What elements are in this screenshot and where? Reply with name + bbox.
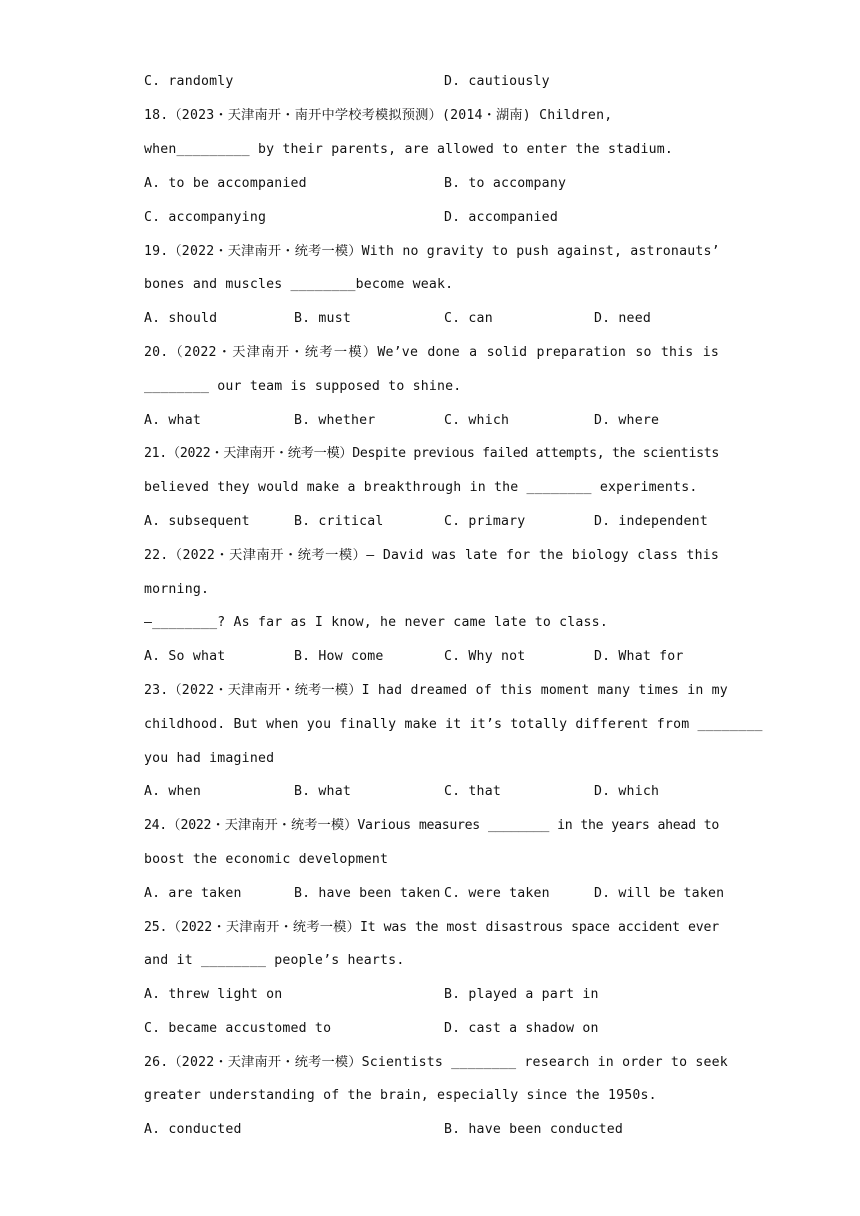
option-b: B. critical <box>294 514 384 529</box>
question-20-stem-line-1: 20.（2022・天津南开・统考一模）We’ve done a solid preparation so this is <box>144 345 719 360</box>
question-18-stem-line-2: when_________ by their parents, are allowed to enter the stadium. <box>144 142 674 157</box>
option-a: A. to be accompanied <box>144 176 307 191</box>
question-24-stem-line-2: boost the economic development <box>144 852 389 867</box>
option-a: A. threw light on <box>144 987 283 1002</box>
option-b: B. to accompany <box>444 176 567 191</box>
option-d: D. accompanied <box>444 210 558 225</box>
question-19-options-row <box>144 309 719 329</box>
option-d: D. What for <box>594 649 684 664</box>
question-22-stem-line-2: morning. <box>144 582 210 597</box>
option-c: C. primary <box>444 514 526 529</box>
question-24-stem-line-1: 24.（2022・天津南开・统考一模）Various measures ________ in the years ahead to <box>144 818 719 833</box>
option-d: D. independent <box>594 514 708 529</box>
option-c: C. that <box>444 784 501 799</box>
option-d: D. cautiously <box>444 74 550 89</box>
option-d: D. cast a shadow on <box>444 1021 599 1036</box>
option-d: D. where <box>594 413 660 428</box>
question-26-options-row <box>144 1120 719 1140</box>
option-a: A. what <box>144 413 201 428</box>
option-c: C. Why not <box>444 649 526 664</box>
option-a: A. subsequent <box>144 514 250 529</box>
question-25-options-row-1 <box>144 985 719 1005</box>
question-23-stem-line-1: 23.（2022・天津南开・统考一模）I had dreamed of this moment many times in my <box>144 683 728 698</box>
option-c: C. became accustomed to <box>144 1021 332 1036</box>
question-21-options-row <box>144 512 719 532</box>
option-b: B. How come <box>294 649 384 664</box>
question-21-stem-line-2: believed they would make a breakthrough in the ________ experiments. <box>144 480 698 495</box>
question-23-stem-line-3: you had imagined <box>144 751 275 766</box>
question-22-stem-line-1: 22.（2022・天津南开・统考一模）— David was late for the biology class this <box>144 548 719 563</box>
question-18-options-row-2 <box>144 208 719 228</box>
option-c: C. were taken <box>444 886 550 901</box>
option-a: A. conducted <box>144 1122 242 1137</box>
question-24-options-row <box>144 884 725 904</box>
option-a: A. are taken <box>144 886 242 901</box>
question-23-options-row <box>144 782 719 802</box>
question-26-stem-line-1: 26.（2022・天津南开・统考一模）Scientists ________ research in order to seek <box>144 1055 728 1070</box>
option-a: A. So what <box>144 649 226 664</box>
question-19-stem-line-1: 19.（2022・天津南开・统考一模）With no gravity to push against, astronauts’ <box>144 244 720 259</box>
option-d: D. which <box>594 784 660 799</box>
question-18-options-row-1 <box>144 174 719 194</box>
question-25-stem-line-1: 25.（2022・天津南开・统考一模）It was the most disastrous space accident ever <box>144 920 719 935</box>
question-26-stem-line-2: greater understanding of the brain, especially since the 1950s. <box>144 1088 657 1103</box>
option-b: B. played a part in <box>444 987 599 1002</box>
option-a: A. when <box>144 784 201 799</box>
question-20-options-row <box>144 411 719 431</box>
option-c: C. accompanying <box>144 210 267 225</box>
option-c: C. randomly <box>144 74 234 89</box>
option-d: D. need <box>594 311 651 326</box>
option-b: B. what <box>294 784 351 799</box>
option-b: B. must <box>294 311 351 326</box>
question-25-stem-line-2: and it ________ people’s hearts. <box>144 953 405 968</box>
question-19-stem-line-2: bones and muscles ________become weak. <box>144 277 454 292</box>
question-17-options-row <box>144 72 719 92</box>
option-b: B. have been conducted <box>444 1122 624 1137</box>
question-22-stem-line-3: —________? As far as I know, he never came late to class. <box>144 615 608 630</box>
question-20-stem-line-2: ________ our team is supposed to shine. <box>144 379 462 394</box>
option-b: B. have been taken <box>294 886 441 901</box>
option-c: C. can <box>444 311 493 326</box>
question-23-stem-line-2: childhood. But when you finally make it it’s totally different from ________ <box>144 717 763 732</box>
question-22-options-row <box>144 647 719 667</box>
option-b: B. whether <box>294 413 376 428</box>
question-18-stem-line-1: 18.（2023・天津南开・南开中学校考模拟预测）(2014・湖南) Children, <box>144 108 613 123</box>
question-21-stem-line-1: 21.（2022・天津南开・统考一模）Despite previous failed attempts, the scientists <box>144 446 719 461</box>
option-c: C. which <box>444 413 510 428</box>
question-25-options-row-2 <box>144 1019 719 1039</box>
option-d: D. will be taken <box>594 886 725 901</box>
option-a: A. should <box>144 311 218 326</box>
